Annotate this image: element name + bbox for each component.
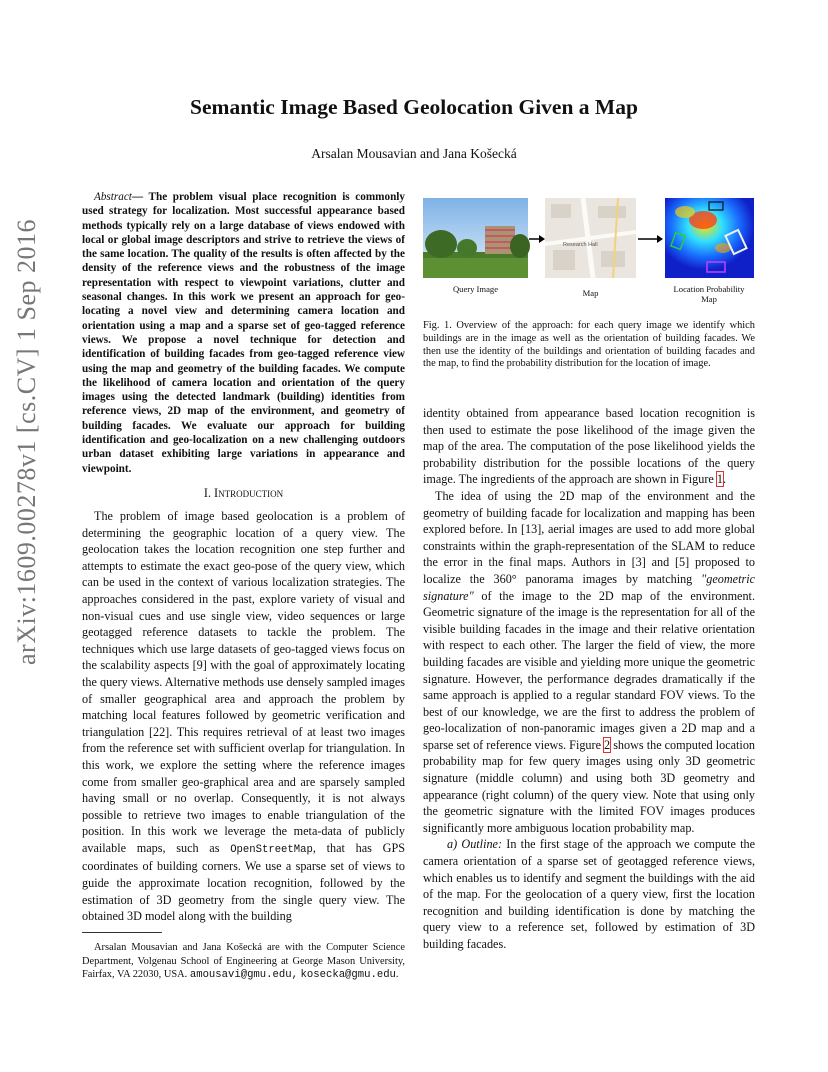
footnote [82,941,405,983]
abstract-dash: — [131,191,144,203]
abstract-label: Abstract [94,191,132,203]
footnote-email-2: kosecka@gmu.edu [300,969,396,982]
section-heading-introduction [82,486,405,501]
label-location-probability-map [661,284,757,304]
right-column-body [423,405,755,953]
arrow-right-icon [529,235,545,243]
section-title: Introduction [214,486,284,500]
map-place-label: Research Hall [563,242,598,248]
intro-paragraph-left [82,508,405,925]
section-number: I. [203,486,215,500]
p2-text-a: The idea of using the 2D map of the environment and the geometry of building facade for localization and mapping has been explored before. In [13], aerial images are used to add more global constraints within the graph-representation of the SLAM to reduce the error in the final maps. Authors in [3] and [5] proposed to localize the 360° panorama images by matching [423,488,755,586]
map-image [545,198,636,278]
footnote-text: Arsalan Mousavian and Jana Košecká are with the Computer Science Department, Volgenau School of Engineering at George Mason University, Fairfax, VA 22030, USA. [82,942,405,981]
abstract [82,190,405,476]
figure-2-link[interactable]: 2 [604,737,611,752]
figure-1-caption: Fig. 1. Overview of the approach: for each query image we identify which buildings are in the image as well as the orientation of building facades. We then use the identity of the buildings and orientation of building facades and the map, to find the probability distribution for the location of image. [423,320,755,370]
label-map: Map [582,288,599,298]
p2-emphasis: "geometric signature" [423,571,755,603]
arxiv-identifier: arXiv:1609.00278v1 [cs.CV] 1 Sep 2016 [12,218,41,665]
probability-map-image [665,198,754,278]
intro-text-part2: , that has GPS coordinates of building corners. We use a sparse set of views to guide the approximate location recognition, followed by the estimation of 3D geometry from the single query view. The obtained 3D model along with the building [82,840,405,924]
right-paragraph-2 [423,488,755,836]
right-paragraph-1 [423,405,755,488]
paper-title: Semantic Image Based Geolocation Given a Map [190,95,638,119]
footnote-rule [82,932,162,933]
openstreetmap-mono: OpenStreetMap [230,843,313,856]
abstract-text: The problem visual place recognition is commonly used strategy for localization. Most successful appearance based methods typically rely on a large database of views endowed with local or global image descriptors and strive to retrieve the views of the same location. The quality of the results is often affected by the density of the reference views and the robustness of the image representation with respect to viewpoint variations, clutter and seasonal changes. In this work we present an approach for geo-locating a novel view and determining camera location and orientation using a map and a sparse set of geo-tagged reference views. We propose a novel technique for detection and identification of building facades from geo-tagged reference view using the map and geometry of the building facades. We compute the likelihood of camera location and orientation of the query images using the detected landmark (building) identities from reference views, 2D map of the environment, and geometry of building facades. We evaluate our approach for building identification and geo-localization on a new challenging outdoors urban dataset exhibiting large variations in appearance and viewpoint. [82,191,405,475]
p1-end: . [722,472,727,487]
p1-text: identity obtained from appearance based location recognition is then used to estimate the pose likelihood of the image given the map of the area. The computation of the pose likelihood yields the probability distribution for the possible locations of the query image. The ingredients of the approach are shown in Figure [423,406,755,487]
figure-1 [423,196,755,311]
label-prob-line2: Map [701,294,717,304]
paper-authors: Arsalan Mousavian and Jana Košecká [311,146,517,161]
p2-text-c: shows the computed location probability map for few query images using only 3D geometric signature (middle column) and using both 3D geometry and appearance (right column) of the query view. Note that using only the geometric signature with the limited FOV images produces significantly more ambiguous location probability map. [423,737,756,835]
p2-text-b: of the image to the 2D map of the environment. Geometric signature of the image is the representation for all of the visible building facades in the image and their relative orientation with respect to each other. The larger the field of view, the more building facades are visible and yielding more unique the geometric signature. However, the performance degrades dramatically if the same approach is applied to a regular standard FOV views. To the best of our knowledge, we are the first to address the problem of geo-localization of non-panoramic images given a 2D map and a sparse set of reference views. Figure [423,588,755,752]
intro-text-part1: The problem of image based geolocation is a problem of determining the geographic location of a query view. The geolocation takes the location recognition one step further and attempts to estimate the exact geo-pose of the query view, which can be used in the context of various localization strategies. The approaches considered in the past, explore variety of visual and non-visual cues and use single view, video sequences or large geotagged reference datasets to tackle the problem. The techniques which use large datasets of geo-tagged views focus on the scalability aspects [9] with the goal of approximately locating the query views. Alternative methods use densely sampled images of smaller geographical area and approach the problem by matching local features followed by geometric verification and triangulation [22]. This requires retrieval of at least two images from the reference set with sufficient overlap for triangulation. In this work, we explore the setting where the reference images come from smaller geo-graphical area and are sparsely sampled having small or no overlap. Consequently, it is not always possible to retrieve two images to enable triangulation of the position. In this work we leverage the meta-data of publicly available maps, such as [82,509,405,855]
footnote-end: . [395,969,399,981]
query-image [423,198,530,278]
arrow-right-icon [638,235,663,243]
label-query-image: Query Image [452,284,499,294]
figure-1-link[interactable]: 1 [716,472,723,487]
figure-1-graphic [423,196,755,286]
footnote-email-1: amousavi@gmu.edu, [189,969,298,982]
right-paragraph-3 [423,836,755,952]
label-prob-line1: Location Probability [673,284,745,294]
outline-label: a) Outline: [447,837,503,852]
p3-text: In the first stage of the approach we compute the camera orientation of a sparse set of geotagged reference views, which enables us to identify and segment the buildings with the aid of the map. For the geolocation of a query view, first the location recognition and building identification is done by matching the query view to a reference set, followed by estimation of 3D building facades. [423,837,756,951]
